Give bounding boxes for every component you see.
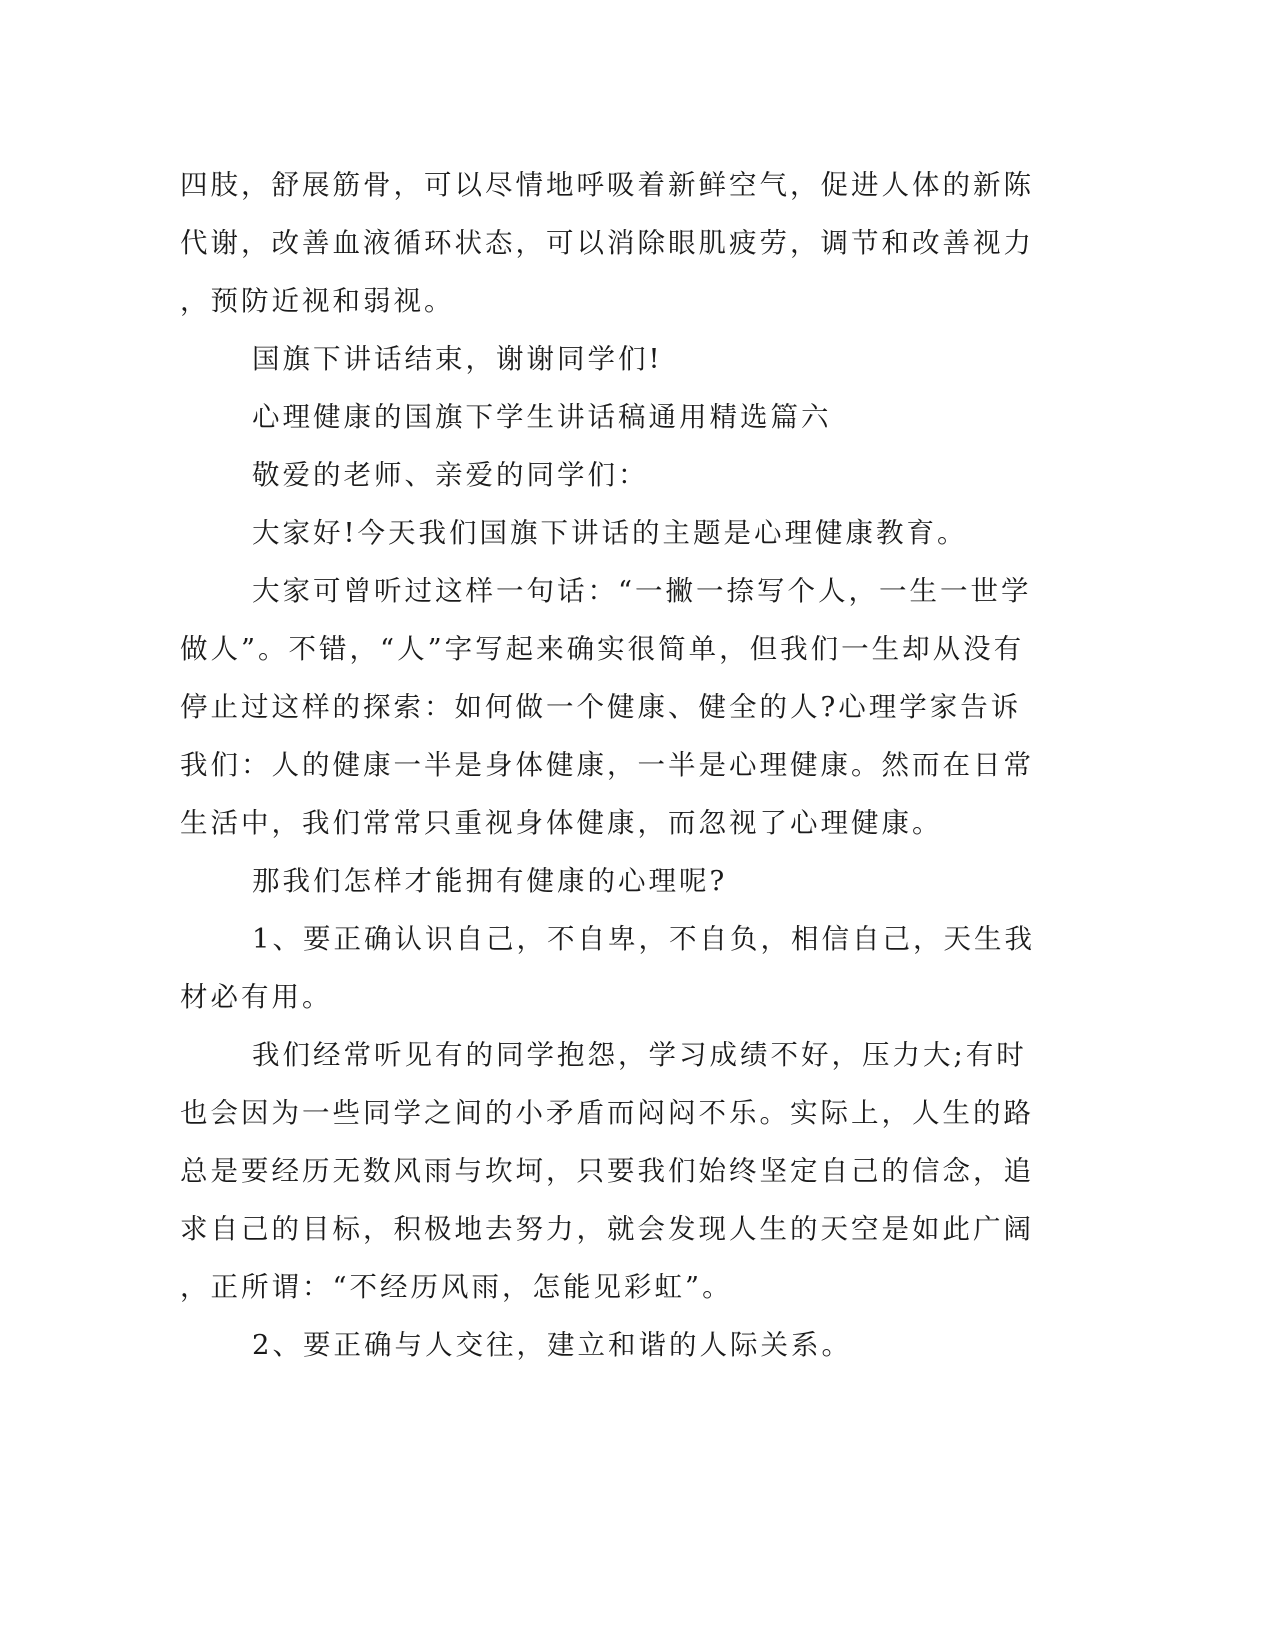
list-item-2: 2、要正确与人交往，建立和谐的人际关系。 [252, 1329, 852, 1361]
paragraph-question: 那我们怎样才能拥有健康的心理呢? [252, 865, 728, 897]
paragraph-greeting: 大家好!今天我们国旗下讲话的主题是心理健康教育。 [252, 517, 968, 549]
paragraph-closing: 国旗下讲话结束，谢谢同学们! [252, 343, 663, 375]
list-item-1: 1、要正确认识自己，不自卑，不自负，相信自己，天生我材必有用。 [180, 923, 1035, 1013]
section-heading: 心理健康的国旗下学生讲话稿通用精选篇六 [252, 401, 832, 433]
document-body [180, 156, 1045, 1374]
paragraph-body: 我们经常听见有的同学抱怨，学习成绩不好，压力大;有时也会因为一些同学之间的小矛盾而闷闷不乐。实际上，人生的路总是要经历无数风雨与坎坷，只要我们始终坚定自己的信念，追求自己的目标，积极地去努力，就会发现人生的天空是如此广阔，正所谓：“不经历风雨，怎能见彩虹”。 [180, 1039, 1034, 1303]
paragraph-body: 大家可曾听过这样一句话：“一撇一捺写个人，一生一世学做人”。不错，“人”字写起来确实很简单，但我们一生却从没有停止过这样的探索：如何做一个健康、健全的人?心理学家告诉我们：人的健康一半是身体健康，一半是心理健康。然而在日常生活中，我们常常只重视身体健康，而忽视了心理健康。 [180, 575, 1034, 839]
paragraph-continuation: 四肢，舒展筋骨，可以尽情地呼吸着新鲜空气，促进人体的新陈代谢，改善血液循环状态，可以消除眼肌疲劳，调节和改善视力，预防近视和弱视。 [180, 169, 1034, 317]
salutation: 敬爱的老师、亲爱的同学们： [252, 459, 649, 491]
